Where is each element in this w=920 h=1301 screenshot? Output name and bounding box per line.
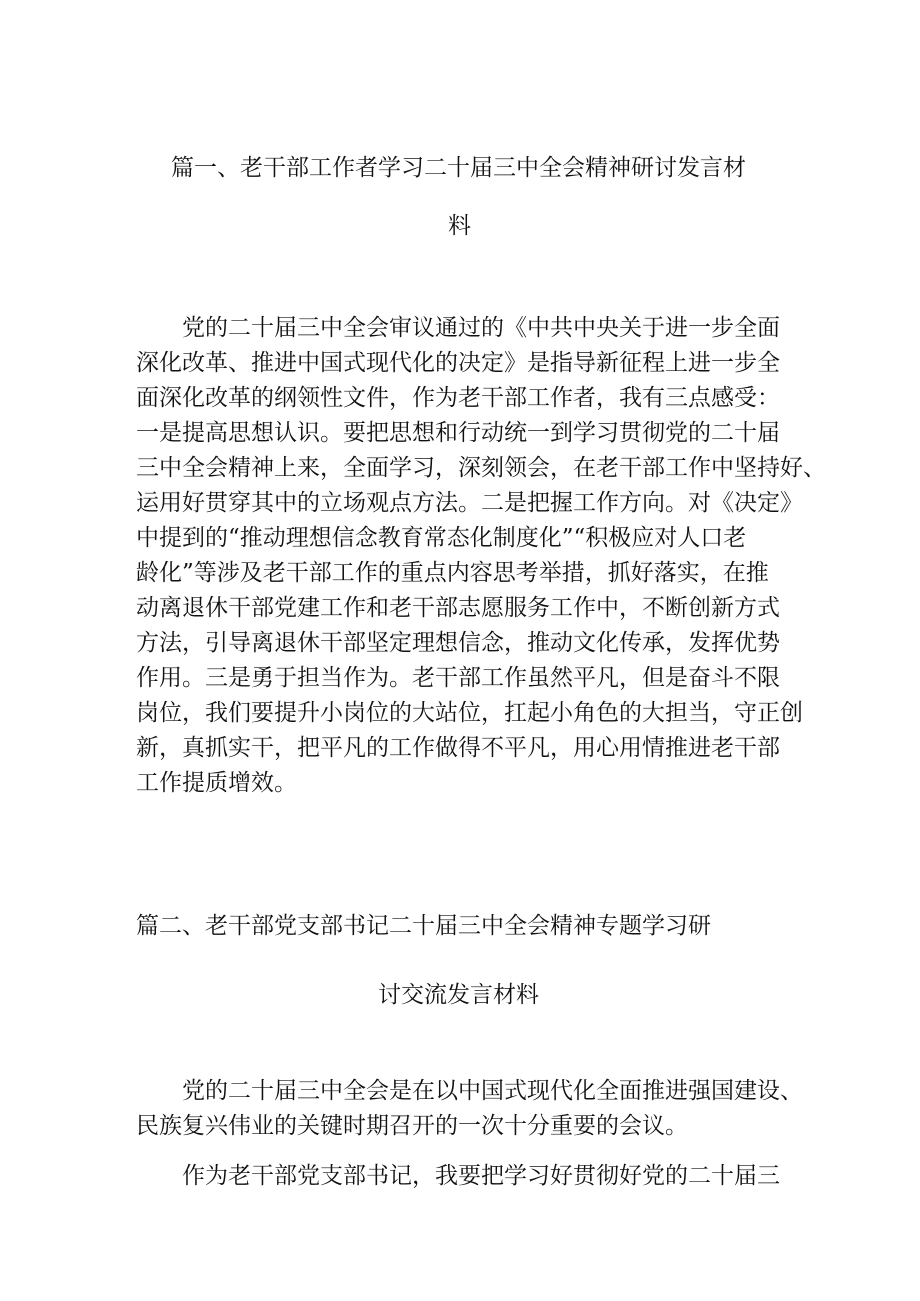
- section1-paragraph: [136, 311, 826, 801]
- paragraph-line: 龄化”等涉及老干部工作的重点内容思考举措，抓好落实，在推: [136, 560, 769, 586]
- paragraph-line: 岗位，我们要提升小岗位的大站位，扛起小角色的大担当，守正创: [136, 700, 803, 726]
- paragraph-line: 工作提质增效。: [136, 770, 297, 796]
- section1-title-line2: 料: [448, 213, 471, 239]
- paragraph-line: 作为老干部党支部书记，我要把学习好贯彻好党的二十届三: [182, 1163, 780, 1189]
- section2-title-line2: 讨交流发言材料: [378, 982, 539, 1008]
- paragraph-line: 三中全会精神上来，全面学习，深刻领会，在老干部工作中坚持好、: [136, 455, 826, 481]
- paragraph-line: 中提到的“推动理想信念教育常态化制度化”“积极应对人口老: [136, 525, 747, 551]
- section1-title-line1: 篇一、老干部工作者学习二十届三中全会精神研讨发言材: [171, 155, 746, 181]
- paragraph-line: 面深化改革的纲领性文件，作为老干部工作者，我有三点感受：: [136, 385, 780, 411]
- paragraph-line: 作用。三是勇于担当作为。老干部工作虽然平凡，但是奋斗不限: [136, 665, 780, 691]
- section2-paragraph1: [136, 1074, 803, 1144]
- paragraph-line: 一是提高思想认识。要把思想和行动统一到学习贯彻党的二十届: [136, 420, 780, 446]
- paragraph-line: 方法，引导离退休干部坚定理想信念，推动文化传承，发挥优势: [136, 630, 780, 656]
- paragraph-line: 党的二十届三中全会审议通过的《中共中央关于进一步全面: [182, 315, 780, 341]
- paragraph-line: 新，真抓实干，把平凡的工作做得不平凡，用心用情推进老干部: [136, 735, 780, 761]
- paragraph-line: 党的二十届三中全会是在以中国式现代化全面推进强国建设、: [182, 1078, 803, 1104]
- paragraph-line: 民族复兴伟业的关键时期召开的一次十分重要的会议。: [136, 1113, 688, 1139]
- section2-title-line1: 篇二、老干部党支部书记二十届三中全会精神专题学习研: [136, 913, 711, 939]
- section2-paragraph2: [136, 1159, 796, 1194]
- paragraph-line: 动离退休干部党建工作和老干部志愿服务工作中，不断创新方式: [136, 595, 780, 621]
- paragraph-line: 运用好贯穿其中的立场观点方法。二是把握工作方向。对《决定》: [136, 490, 803, 516]
- paragraph-line: 深化改革、推进中国式现代化的决定》是指导新征程上进一步全: [136, 350, 780, 376]
